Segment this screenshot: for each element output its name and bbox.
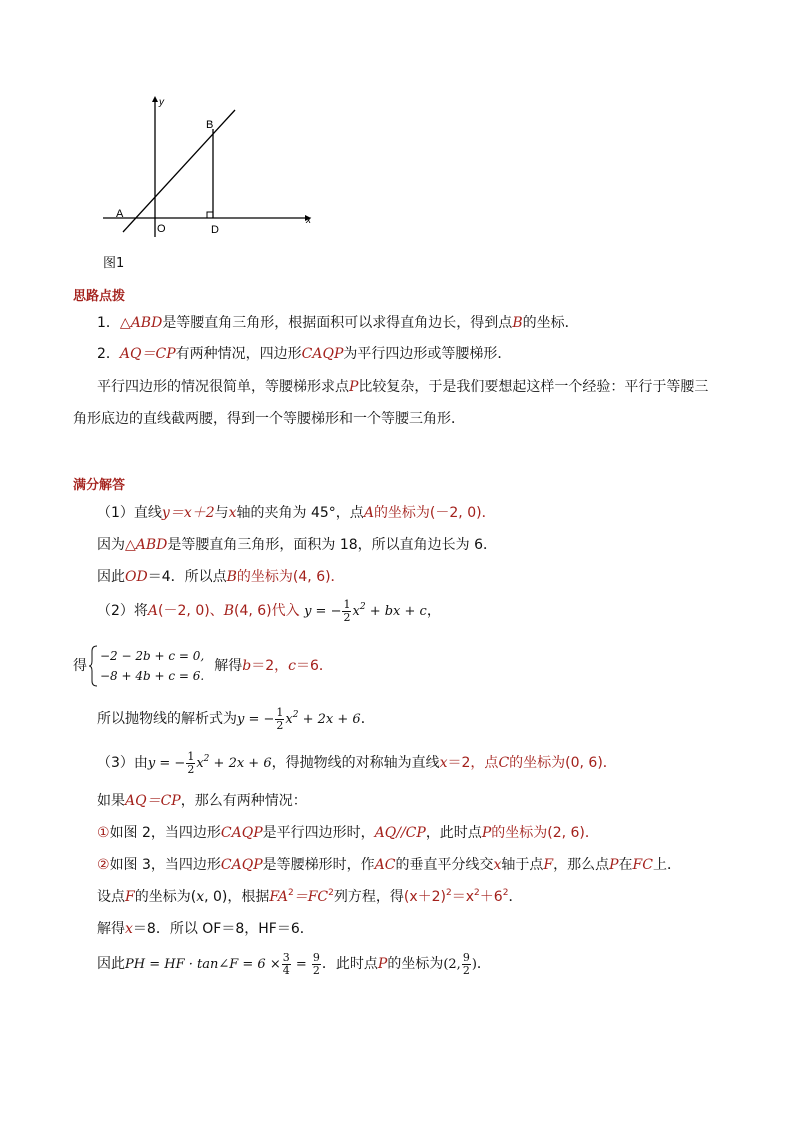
line-ab — [123, 110, 235, 232]
answer-step-11: 设点F的坐标为(x, 0)，根据$FA^2=FC^2$列方程，得$(x+2)^2=x^2+6^2$． — [97, 888, 523, 905]
figure-1 — [100, 92, 320, 242]
answer-step-6: 所以抛物线的解析式为y = − $\frac{1}{2}$ $x^2 + 2x + 6$． — [97, 706, 375, 732]
equation-system: −2 − 2b + c = 0, −8 + 4b + c = 6. — [100, 649, 205, 683]
parabola-formula-2: y = − $\frac{1}{2}$ $x^2 + 2x + 6$ — [147, 750, 272, 776]
figure-caption: 图1 — [103, 256, 125, 271]
answer-step-3: 因此OD＝4．所以点B的坐标为(4, 6)． — [97, 569, 345, 585]
system-brace — [88, 645, 98, 687]
answer-step-5: 得 −2 − 2b + c = 0, −8 + 4b + c = 6. 解得b＝2，c＝6． — [73, 645, 333, 687]
point-p-coordinate: (2, $\frac{9}{2}$ ) — [443, 951, 477, 977]
answer-step-7: （3）由y = − $\frac{1}{2}$ $x^2 + 2x + 6$，得抛物线的对称轴为直线x＝2，点C的坐标为(0, 6)． — [97, 750, 617, 776]
label-x: x — [306, 215, 311, 226]
hint-paragraph-1: 1．△ABD是等腰直角三角形，根据面积可以求得直角边长，得到点B的坐标． — [97, 315, 579, 331]
ph-formula: PH = HF · tan∠F = 6 × $\frac{3}{4}$ = $\frac{9}{2}$ — [125, 951, 320, 977]
answer-step-1: （1）直线y＝x＋2与x轴的夹角为 45°，点A的坐标为(－2, 0)． — [97, 505, 496, 521]
answer-step-4: （2）将A(－2, 0)、B(4, 6)代入 y = − $\frac{1}{2}$ $x^2$ + bx + c， — [97, 598, 441, 624]
hint-paragraph-2: 2．AQ＝CP有两种情况，四边形CAQP为平行四边形或等腰梯形． — [97, 346, 512, 362]
answer-step-12: 解得x＝8．所以 OF＝8，HF＝6． — [97, 921, 314, 937]
parabola-general: y = − $\frac{1}{2}$ $x^2$ + bx + c — [304, 598, 427, 624]
answer-case-1: ①如图 2，当四边形CAQP是平行四边形时，AQ//CP，此时点P的坐标为(2, 6)． — [97, 825, 599, 841]
answer-step-13: 因此PH = HF · tan∠F = 6 × $\frac{3}{4}$ = $\frac{9}{2}$ ．此时点P的坐标为(2, $\frac{9}{2}$ )． — [97, 951, 491, 977]
hint-paragraph-3: 平行四边形的情况很简单，等腰梯形求点P比较复杂，于是我们要想起这样一个经验：平行于等腰三 — [97, 379, 709, 395]
label-o: O — [157, 223, 166, 235]
answer-step-2: 因为△ABD是等腰直角三角形，面积为 18，所以直角边长为 6． — [97, 537, 498, 553]
parabola-formula: y = − $\frac{1}{2}$ $x^2 + 2x + 6$ — [237, 706, 361, 732]
answer-heading: 满分解答 — [73, 478, 126, 493]
label-d: D — [211, 224, 219, 236]
label-b: B — [206, 119, 214, 131]
label-a: A — [116, 208, 124, 220]
right-angle-mark — [207, 212, 213, 218]
label-y: y — [159, 97, 164, 108]
answer-step-8: 如果AQ＝CP，那么有两种情况： — [97, 793, 307, 809]
y-axis-arrow — [152, 96, 158, 102]
hint-heading: 思路点拨 — [73, 289, 126, 304]
answer-case-2: ②如图 3，当四边形CAQP是等腰梯形时，作AC的垂直平分线交x轴于点F，那么点P在FC上． — [97, 857, 681, 873]
hint-paragraph-4: 角形底边的直线截两腰，得到一个等腰梯形和一个等腰三角形． — [73, 411, 465, 427]
